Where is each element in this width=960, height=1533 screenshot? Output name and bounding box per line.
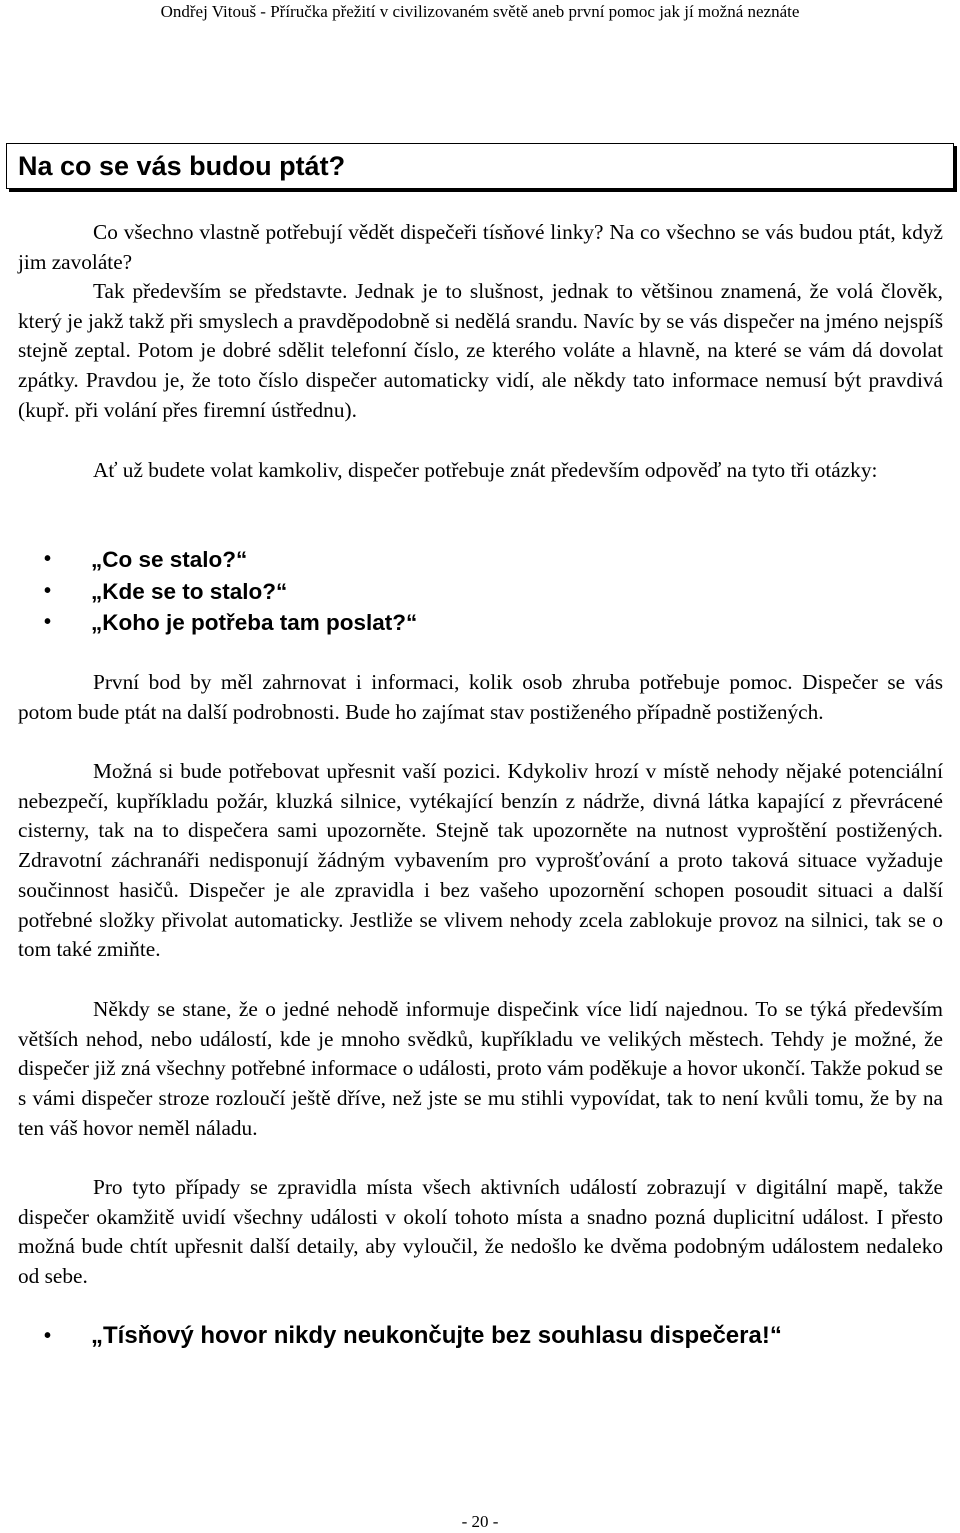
paragraph-first-point: První bod by měl zahrnovat i informaci, kolik osob zhruba potřebuje pomoc. Dispečer se vás potom bude ptát na další podrobnosti. Bude ho zajímat stav postiženého případně postižených. — [18, 670, 943, 724]
list-item — [0, 607, 960, 639]
list-item — [0, 544, 960, 576]
paragraph-introduce-yourself: Tak především se představte. Jednak je to slušnost, jednak to většinou znamená, že volá člověk, který je jakž takž při smyslech a pravděpodobně si nedělá srandu. Navíc by se vás dispečer na jméno nejspíš stejně zeptal. Potom je dobré sdělit telefonní číslo, ze kterého voláte a hlavně, na které se vám dá dovolat zpátky. Pravdou je, že toto číslo dispečer automaticky vidí, ale někdy tato informace nemusí být pravdivá (kupř. při volání přes firemní ústřednu). — [18, 279, 943, 422]
final-rule-text: „Tísňový hovor nikdy neukončujte bez souhlasu dispečera!“ — [91, 1322, 782, 1349]
paragraph-multiple-callers: Někdy se stane, že o jedné nehodě informuje dispečink více lidí najednou. To se týká především větších nehod, nebo událostí, kde je mnoho svědků, kupříkladu ve velikých městech. Tehdy je možné, že dispečer již zná všechny potřebné informace o události, proto vám poděkuje a hovor ukončí. Takže pokud se s vámi dispečer stroze rozloučí ještě dříve, než jste se mu stihli vypovídat, tak to není kvůli tomu, že by na ten váš hovor neměl náladu. — [18, 997, 943, 1140]
questions-list — [0, 544, 960, 639]
question-text: „Kde se to stalo?“ — [91, 578, 288, 604]
paragraph-position: Možná si bude potřebovat upřesnit vaší pozici. Kdykoliv hrozí v místě nehody nějaké potenciální nebezpečí, kupříkladu požár, kluzká silnice, vytékající benzín z nádrže, divná látka kapající z převrácené cisterny, tak na to dispečera sami upozorněte. Stejně tak upozorněte na nutnost vyproštění postižených. Zdravotní záchranáři nedisponují žádným vybavením pro vyprošťování a proto taková situace vyžaduje součinnost hasičů. Dispečer je ale zpravidla i bez vašeho upozornění schopen posoudit situaci a další potřebné složky přivolat automaticky. Jestliže se vlivem nehody zcela zablokuje provoz na silnici, tak se o tom také zmiňte. — [18, 759, 943, 962]
section-title: Na co se vás budou ptát? — [18, 151, 346, 181]
bullet-icon: • — [44, 548, 52, 570]
running-header: Ondřej Vitouš - Příručka přežití v civilizovaném světě aneb první pomoc jak jí možná neznáte — [160, 2, 800, 21]
question-text: „Koho je potřeba tam poslat?“ — [91, 610, 418, 635]
paragraph-intro: Co všechno vlastně potřebují vědět dispečeři tísňové linky? Na co všechno se vás budou ptát, když jim zavoláte? — [18, 220, 943, 274]
bullet-icon: • — [44, 579, 52, 602]
question-text: „Co se stalo?“ — [91, 547, 248, 572]
final-rule — [0, 1318, 960, 1354]
paragraph-three-questions: Ať už budete volat kamkoliv, dispečer potřebuje znát především odpověď na tyto tři otázky: — [93, 458, 878, 482]
bullet-icon: • — [44, 611, 52, 633]
page-number: - 20 - — [461, 1512, 499, 1531]
paragraph-digital-map: Pro tyto případy se zpravidla místa všech aktivních událostí zobrazují v digitální mapě, takže dispečer okamžitě uvidí všechny události v okolí tohoto místa a snadno pozná duplicitní událost. I přesto možná bude chtít upřesnit další detaily, aby vyloučil, že nedošlo ke dvěma podobným událostem nedaleko od sebe. — [18, 1175, 943, 1289]
list-item — [0, 576, 960, 608]
bullet-icon: • — [44, 1325, 52, 1347]
